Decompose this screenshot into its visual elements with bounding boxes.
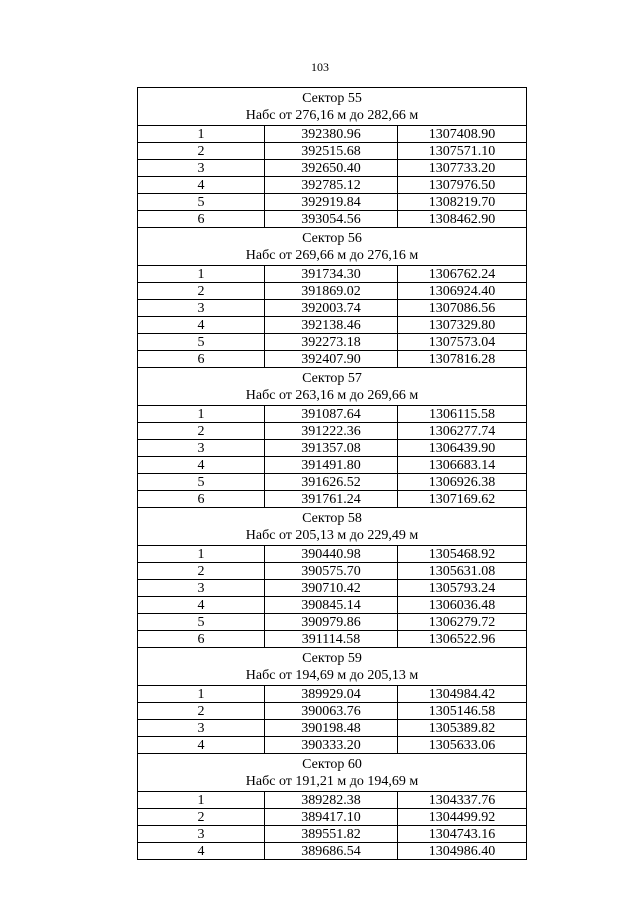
table-row <box>138 317 527 334</box>
table-row <box>138 283 527 300</box>
point-number-cell: 6 <box>138 211 265 228</box>
table-row <box>138 491 527 508</box>
table-row <box>138 843 527 860</box>
point-number-cell: 3 <box>138 300 265 317</box>
sector-header-row <box>138 648 527 686</box>
sector-title: Сектор 58 <box>302 510 362 526</box>
sector-header <box>138 648 527 686</box>
table-row <box>138 686 527 703</box>
y-coordinate-cell: 1307571.10 <box>398 143 527 160</box>
y-coordinate-cell: 1306439.90 <box>398 440 527 457</box>
sector-header-row <box>138 88 527 126</box>
x-coordinate-cell: 391761.24 <box>265 491 398 508</box>
x-coordinate-cell: 391734.30 <box>265 266 398 283</box>
table-row <box>138 474 527 491</box>
table-row <box>138 703 527 720</box>
x-coordinate-cell: 392380.96 <box>265 126 398 143</box>
y-coordinate-cell: 1306924.40 <box>398 283 527 300</box>
point-number-cell: 2 <box>138 809 265 826</box>
point-number-cell: 2 <box>138 563 265 580</box>
point-number-cell: 3 <box>138 720 265 737</box>
table-row <box>138 792 527 809</box>
table-row <box>138 614 527 631</box>
point-number-cell: 4 <box>138 317 265 334</box>
x-coordinate-cell: 390333.20 <box>265 737 398 754</box>
point-number-cell: 2 <box>138 143 265 160</box>
y-coordinate-cell: 1307408.90 <box>398 126 527 143</box>
y-coordinate-cell: 1304986.40 <box>398 843 527 860</box>
y-coordinate-cell: 1304984.42 <box>398 686 527 703</box>
page-number: 103 <box>311 60 329 74</box>
table-row <box>138 809 527 826</box>
y-coordinate-cell: 1306522.96 <box>398 631 527 648</box>
y-coordinate-cell: 1308219.70 <box>398 194 527 211</box>
x-coordinate-cell: 390575.70 <box>265 563 398 580</box>
table-row <box>138 720 527 737</box>
sector-header <box>138 368 527 406</box>
table-row <box>138 546 527 563</box>
table-row <box>138 351 527 368</box>
table-row <box>138 266 527 283</box>
y-coordinate-cell: 1306036.48 <box>398 597 527 614</box>
y-coordinate-cell: 1305146.58 <box>398 703 527 720</box>
point-number-cell: 5 <box>138 194 265 211</box>
sector-depth-range: Набс от 194,69 м до 205,13 м <box>245 667 419 683</box>
point-number-cell: 5 <box>138 334 265 351</box>
x-coordinate-cell: 389929.04 <box>265 686 398 703</box>
table-row <box>138 194 527 211</box>
table-row <box>138 177 527 194</box>
y-coordinate-cell: 1304337.76 <box>398 792 527 809</box>
table-row <box>138 406 527 423</box>
point-number-cell: 3 <box>138 580 265 597</box>
sector-depth-range: Набс от 263,16 м до 269,66 м <box>245 387 419 403</box>
point-number-cell: 1 <box>138 406 265 423</box>
sector-depth-range: Набс от 205,13 м до 229,49 м <box>245 527 419 543</box>
y-coordinate-cell: 1307976.50 <box>398 177 527 194</box>
y-coordinate-cell: 1306683.14 <box>398 457 527 474</box>
sector-header-row <box>138 228 527 266</box>
y-coordinate-cell: 1305468.92 <box>398 546 527 563</box>
sector-header-row <box>138 508 527 546</box>
point-number-cell: 1 <box>138 686 265 703</box>
x-coordinate-cell: 390979.86 <box>265 614 398 631</box>
x-coordinate-cell: 392273.18 <box>265 334 398 351</box>
x-coordinate-cell: 391626.52 <box>265 474 398 491</box>
point-number-cell: 5 <box>138 614 265 631</box>
x-coordinate-cell: 391869.02 <box>265 283 398 300</box>
table-row <box>138 631 527 648</box>
table-row <box>138 423 527 440</box>
y-coordinate-cell: 1306279.72 <box>398 614 527 631</box>
sector-header-row <box>138 368 527 406</box>
x-coordinate-cell: 390063.76 <box>265 703 398 720</box>
y-coordinate-cell: 1307329.80 <box>398 317 527 334</box>
coordinates-table <box>137 87 527 860</box>
table-row <box>138 737 527 754</box>
point-number-cell: 6 <box>138 631 265 648</box>
x-coordinate-cell: 391087.64 <box>265 406 398 423</box>
x-coordinate-cell: 389417.10 <box>265 809 398 826</box>
x-coordinate-cell: 390440.98 <box>265 546 398 563</box>
table-row <box>138 597 527 614</box>
point-number-cell: 2 <box>138 703 265 720</box>
point-number-cell: 2 <box>138 283 265 300</box>
point-number-cell: 4 <box>138 737 265 754</box>
x-coordinate-cell: 391222.36 <box>265 423 398 440</box>
table-row <box>138 563 527 580</box>
table-row <box>138 126 527 143</box>
table-row <box>138 457 527 474</box>
sector-depth-range: Набс от 276,16 м до 282,66 м <box>245 107 419 123</box>
table-row <box>138 440 527 457</box>
y-coordinate-cell: 1306926.38 <box>398 474 527 491</box>
table-row <box>138 826 527 843</box>
table-row <box>138 211 527 228</box>
y-coordinate-cell: 1306277.74 <box>398 423 527 440</box>
point-number-cell: 6 <box>138 351 265 368</box>
table-row <box>138 160 527 177</box>
x-coordinate-cell: 391491.80 <box>265 457 398 474</box>
y-coordinate-cell: 1307816.28 <box>398 351 527 368</box>
point-number-cell: 3 <box>138 160 265 177</box>
x-coordinate-cell: 392407.90 <box>265 351 398 368</box>
table-row <box>138 143 527 160</box>
sector-title: Сектор 59 <box>302 650 362 666</box>
x-coordinate-cell: 392785.12 <box>265 177 398 194</box>
x-coordinate-cell: 391114.58 <box>265 631 398 648</box>
x-coordinate-cell: 391357.08 <box>265 440 398 457</box>
y-coordinate-cell: 1307169.62 <box>398 491 527 508</box>
x-coordinate-cell: 392919.84 <box>265 194 398 211</box>
point-number-cell: 4 <box>138 457 265 474</box>
point-number-cell: 1 <box>138 792 265 809</box>
sector-header <box>138 508 527 546</box>
sector-title: Сектор 55 <box>302 90 362 106</box>
x-coordinate-cell: 392003.74 <box>265 300 398 317</box>
x-coordinate-cell: 389686.54 <box>265 843 398 860</box>
sector-title: Сектор 60 <box>302 756 362 772</box>
sector-header <box>138 228 527 266</box>
table-row <box>138 580 527 597</box>
x-coordinate-cell: 390710.42 <box>265 580 398 597</box>
coordinates-table-body <box>138 88 527 860</box>
sector-title: Сектор 56 <box>302 230 362 246</box>
point-number-cell: 1 <box>138 546 265 563</box>
sector-header <box>138 754 527 792</box>
y-coordinate-cell: 1307573.04 <box>398 334 527 351</box>
x-coordinate-cell: 389551.82 <box>265 826 398 843</box>
point-number-cell: 1 <box>138 266 265 283</box>
y-coordinate-cell: 1305793.24 <box>398 580 527 597</box>
y-coordinate-cell: 1307086.56 <box>398 300 527 317</box>
x-coordinate-cell: 392138.46 <box>265 317 398 334</box>
y-coordinate-cell: 1305631.08 <box>398 563 527 580</box>
point-number-cell: 6 <box>138 491 265 508</box>
sector-header <box>138 88 527 126</box>
y-coordinate-cell: 1304499.92 <box>398 809 527 826</box>
y-coordinate-cell: 1306115.58 <box>398 406 527 423</box>
point-number-cell: 4 <box>138 177 265 194</box>
x-coordinate-cell: 390845.14 <box>265 597 398 614</box>
point-number-cell: 5 <box>138 474 265 491</box>
point-number-cell: 4 <box>138 843 265 860</box>
point-number-cell: 3 <box>138 440 265 457</box>
point-number-cell: 4 <box>138 597 265 614</box>
x-coordinate-cell: 392650.40 <box>265 160 398 177</box>
sector-title: Сектор 57 <box>302 370 362 386</box>
y-coordinate-cell: 1304743.16 <box>398 826 527 843</box>
x-coordinate-cell: 393054.56 <box>265 211 398 228</box>
point-number-cell: 3 <box>138 826 265 843</box>
sector-header-row <box>138 754 527 792</box>
sector-depth-range: Набс от 269,66 м до 276,16 м <box>245 247 419 263</box>
y-coordinate-cell: 1305633.06 <box>398 737 527 754</box>
y-coordinate-cell: 1305389.82 <box>398 720 527 737</box>
y-coordinate-cell: 1306762.24 <box>398 266 527 283</box>
x-coordinate-cell: 392515.68 <box>265 143 398 160</box>
y-coordinate-cell: 1307733.20 <box>398 160 527 177</box>
point-number-cell: 1 <box>138 126 265 143</box>
point-number-cell: 2 <box>138 423 265 440</box>
x-coordinate-cell: 389282.38 <box>265 792 398 809</box>
table-row <box>138 300 527 317</box>
table-row <box>138 334 527 351</box>
x-coordinate-cell: 390198.48 <box>265 720 398 737</box>
y-coordinate-cell: 1308462.90 <box>398 211 527 228</box>
sector-depth-range: Набс от 191,21 м до 194,69 м <box>245 773 419 789</box>
